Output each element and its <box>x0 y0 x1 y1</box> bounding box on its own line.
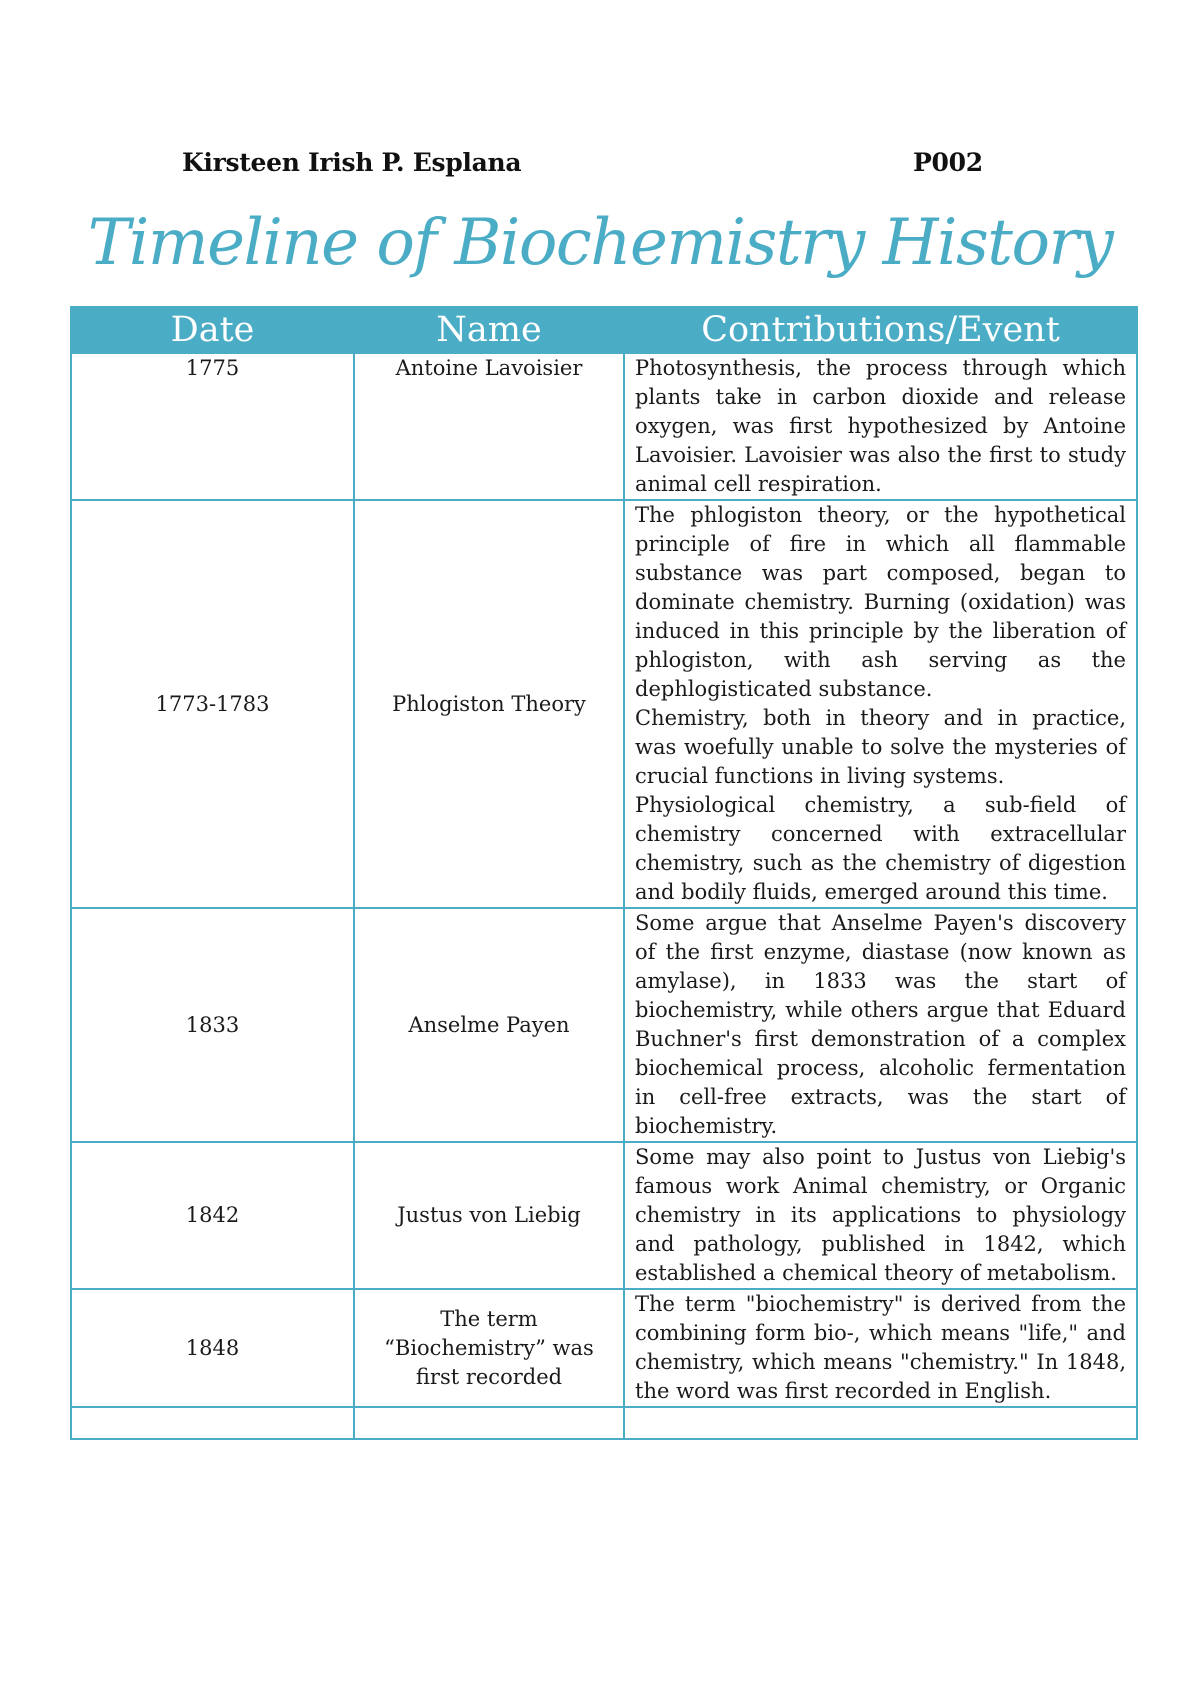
event-cell <box>624 353 1137 500</box>
event-cell <box>624 1142 1137 1289</box>
timeline-table <box>70 306 1138 1440</box>
date-cell: 1833 <box>71 908 354 1142</box>
table-row <box>71 500 1137 908</box>
column-header-name: Name <box>354 307 624 353</box>
event-text: Physiological chemistry, a sub-field of chemistry concerned with extracellular chemistry, such as the chemistry of digestion and bodily fluids, emerged around this time. <box>635 793 1126 904</box>
column-header-event: Contributions/Event <box>624 307 1137 353</box>
date-cell: 1848 <box>71 1289 354 1407</box>
table-row <box>71 353 1137 500</box>
event-text: Chemistry, both in theory and in practice, was woefully unable to solve the mysteries of crucial functions in living systems. <box>635 706 1126 788</box>
event-text: Some argue that Anselme Payen's discovery of the first enzyme, diastase (now known as amylase), in 1833 was the start of biochemistry, while others argue that Eduard Buchner's first demonstration of a complex biochemical process, alcoholic fermentation in cell-free extracts, was the start of biochemistry. <box>635 911 1126 1138</box>
empty-cell <box>354 1407 624 1439</box>
page-title: Timeline of Biochemistry History <box>87 206 1113 280</box>
section-code: P002 <box>913 148 983 177</box>
event-text: Some may also point to Justus von Liebig's famous work Animal chemistry, or Organic chemistry in its applications to physiology and pathology, published in 1842, which established a chemical theory of metabolism. <box>635 1145 1126 1285</box>
table-header-row <box>71 307 1137 353</box>
date-cell: 1775 <box>71 353 354 500</box>
date-cell: 1773-1783 <box>71 500 354 908</box>
empty-table-row <box>71 1407 1137 1439</box>
empty-cell <box>71 1407 354 1439</box>
column-header-date: Date <box>71 307 354 353</box>
empty-cell <box>624 1407 1137 1439</box>
name-cell: Antoine Lavoisier <box>354 353 624 500</box>
event-cell <box>624 1289 1137 1407</box>
name-cell: Anselme Payen <box>354 908 624 1142</box>
student-name: Kirsteen Irish P. Esplana <box>182 148 522 177</box>
event-cell <box>624 500 1137 908</box>
table-row <box>71 908 1137 1142</box>
name-cell: Phlogiston Theory <box>354 500 624 908</box>
event-text: Photosynthesis, the process through which plants take in carbon dioxide and release oxygen, was first hypothesized by Antoine Lavoisier. Lavoisier was also the first to study animal cell respiration. <box>635 356 1126 496</box>
name-cell: The term “Biochemistry” was first recorded <box>354 1289 624 1407</box>
event-cell <box>624 908 1137 1142</box>
event-text: The term "biochemistry" is derived from the combining form bio-, which means "life," and chemistry, which means "chemistry." In 1848, the word was first recorded in English. <box>635 1292 1126 1403</box>
name-cell: Justus von Liebig <box>354 1142 624 1289</box>
table-row <box>71 1289 1137 1407</box>
table-row <box>71 1142 1137 1289</box>
date-cell: 1842 <box>71 1142 354 1289</box>
event-text: The phlogiston theory, or the hypothetical principle of fire in which all flammable substance was part composed, began to dominate chemistry. Burning (oxidation) was induced in this principle by the liberation of phlogiston, with ash serving as the dephlogisticated substance. <box>635 503 1126 701</box>
